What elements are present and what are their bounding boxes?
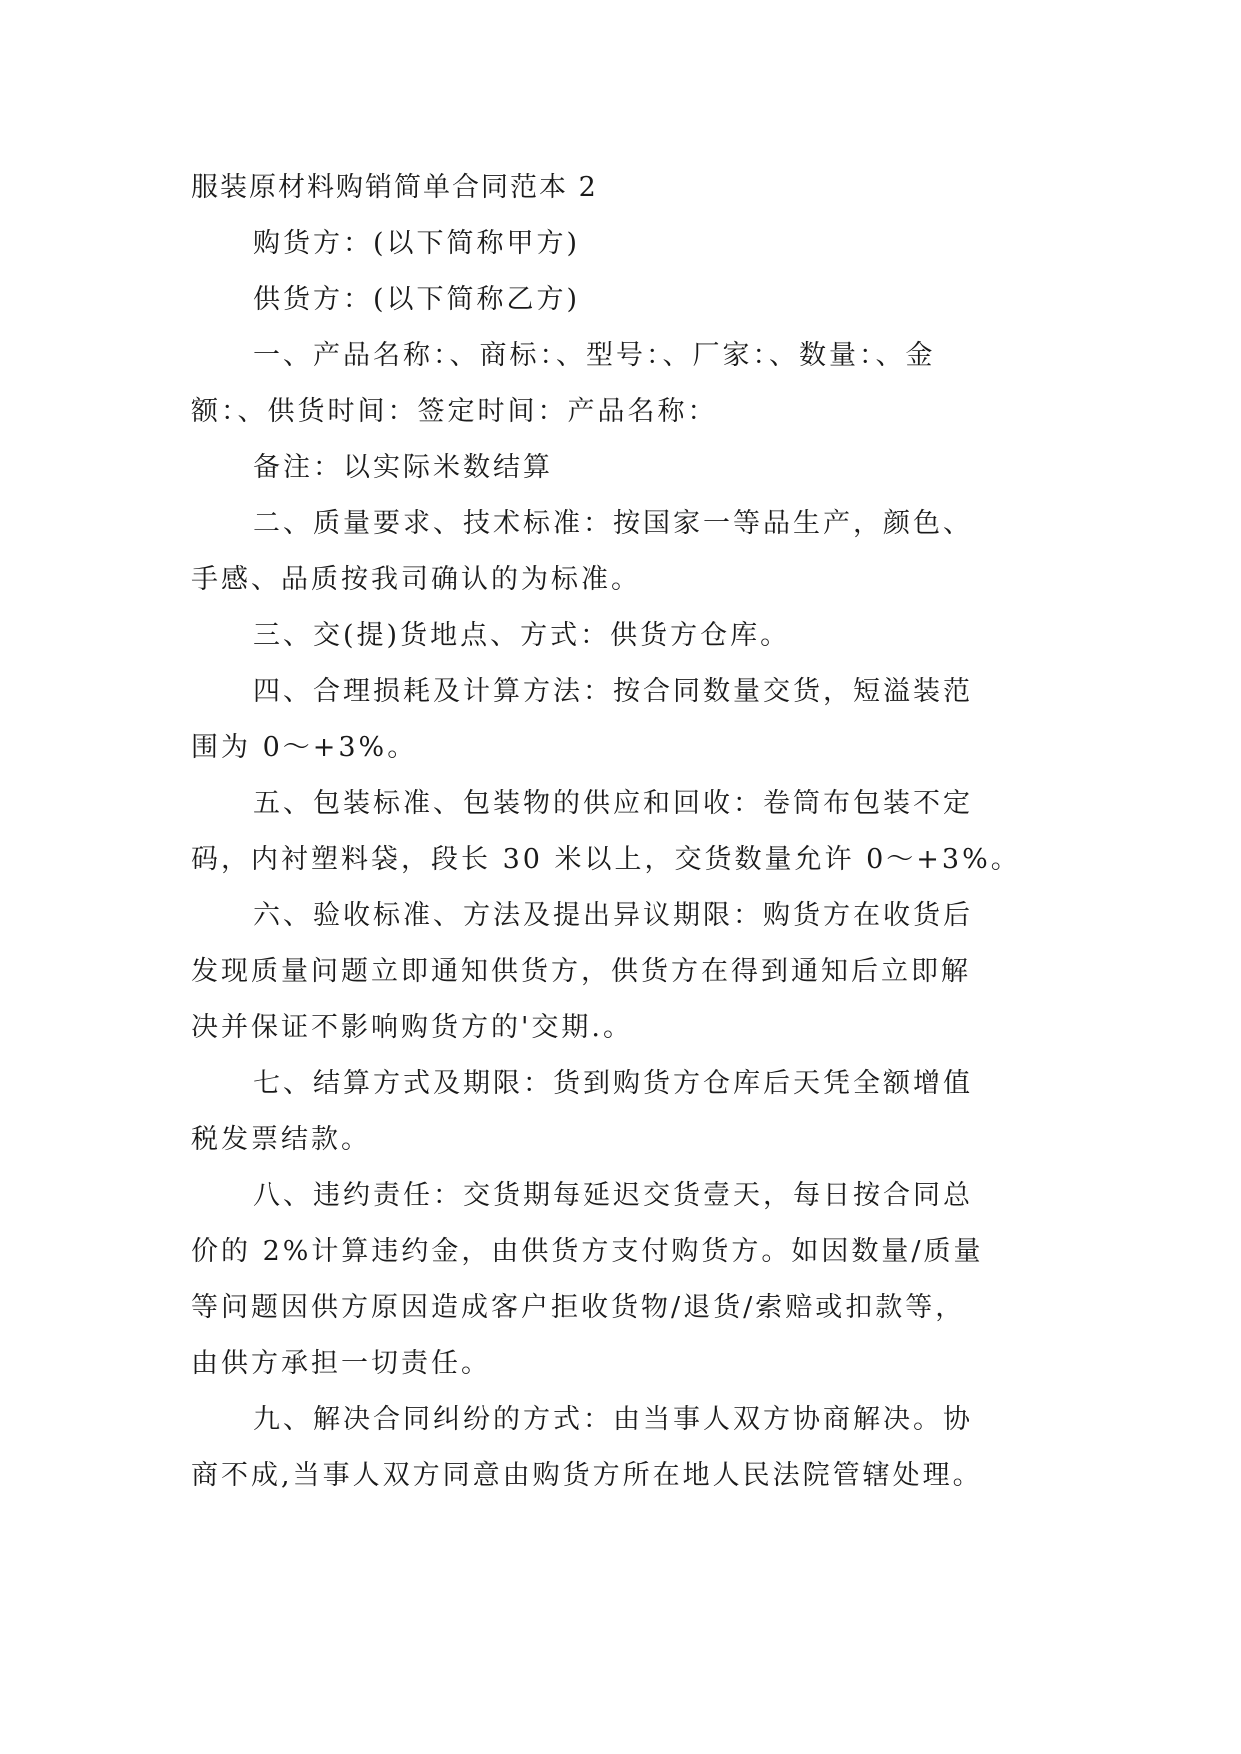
- paragraph-line: 等问题因供方原因造成客户拒收货物/退货/索赔或扣款等，: [191, 1292, 966, 1323]
- paragraph-remark: [191, 440, 1051, 496]
- paragraph-line: 七、结算方式及期限：货到购货方仓库后天凭全额增值: [253, 1068, 973, 1099]
- paragraph-clause-8: [191, 1168, 1051, 1392]
- document-title: 服装原材料购销简单合同范本 2: [191, 172, 598, 203]
- paragraph-line: 三、交(提)货地点、方式：供货方仓库。: [253, 620, 791, 651]
- paragraph-line: 四、合理损耗及计算方法：按合同数量交货，短溢装范: [253, 676, 973, 707]
- paragraph-line: 额：、供货时间：签定时间：产品名称：: [191, 396, 718, 427]
- paragraph-clause-6: [191, 888, 1051, 1056]
- paragraph-line: 八、违约责任：交货期每延迟交货壹天，每日按合同总: [253, 1180, 973, 1211]
- paragraph-clause-5: [191, 776, 1051, 888]
- paragraph-line: 码，内衬塑料袋，段长 30 米以上，交货数量允许 0～+3%。: [191, 844, 1021, 875]
- paragraph-line: 六、验收标准、方法及提出异议期限：购货方在收货后: [253, 900, 973, 931]
- paragraph-clause-9: [191, 1392, 1051, 1504]
- paragraph-line: 供货方：(以下简称乙方): [253, 284, 581, 315]
- paragraph-buyer: [191, 216, 1051, 272]
- paragraph-line: 税发票结款。: [191, 1124, 371, 1155]
- paragraph-supplier: [191, 272, 1051, 328]
- paragraph-line: 商不成,当事人双方同意由购货方所在地人民法院管辖处理。: [191, 1460, 983, 1491]
- paragraph-clause-1: [191, 328, 1051, 440]
- paragraph-clause-4: [191, 664, 1051, 776]
- paragraph-line: 发现质量问题立即通知供货方，供货方在得到通知后立即解: [191, 956, 971, 987]
- paragraph-line: 由供方承担一切责任。: [191, 1348, 491, 1379]
- paragraph-line: 二、质量要求、技术标准：按国家一等品生产，颜色、: [253, 508, 973, 539]
- paragraph-line: 决并保证不影响购货方的'交期.。: [191, 1012, 634, 1043]
- paragraph-clause-7: [191, 1056, 1051, 1168]
- paragraph-line: 九、解决合同纠纷的方式：由当事人双方协商解决。协: [253, 1404, 973, 1435]
- document-body: [191, 160, 1051, 1504]
- paragraph-clause-3: [191, 608, 1051, 664]
- paragraph-clause-2: [191, 496, 1051, 608]
- paragraph-line: 一、产品名称：、商标：、型号：、厂家：、数量：、金: [253, 340, 936, 371]
- paragraph-line: 手感、品质按我司确认的为标准。: [191, 564, 641, 595]
- paragraph-line: 五、包装标准、包装物的供应和回收：卷筒布包装不定: [253, 788, 973, 819]
- paragraph-line: 围为 0～+3%。: [191, 732, 418, 763]
- paragraph-line: 价的 2%计算违约金，由供货方支付购货方。如因数量/质量: [191, 1236, 984, 1267]
- paragraph-line: 购货方：(以下简称甲方): [253, 228, 581, 259]
- paragraph-line: 备注：以实际米数结算: [253, 452, 553, 483]
